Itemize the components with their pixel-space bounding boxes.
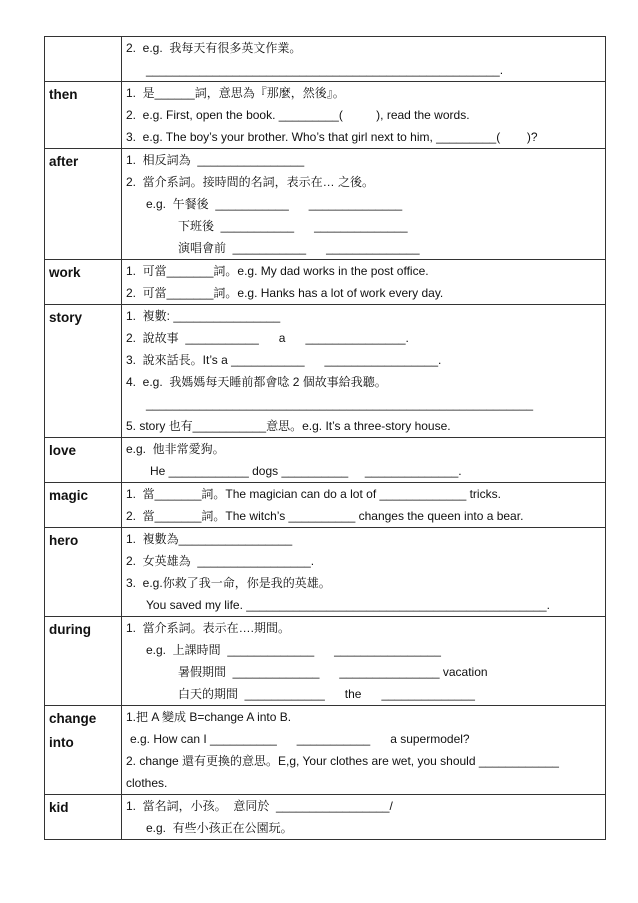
definition-line: 1.把 A 變成 B=change A into B. bbox=[126, 710, 292, 724]
definition-line: 3. 說來話長。It’s a ___________ _________________. bbox=[126, 353, 442, 367]
table-row bbox=[45, 82, 606, 149]
word-cell: hero bbox=[45, 528, 122, 617]
definition-line: 2. 當介系詞。接時間的名詞，表示在… 之後。 bbox=[126, 175, 375, 189]
definition-line: 2. e.g. 我每天有很多英文作業。 bbox=[126, 41, 302, 55]
table-row bbox=[45, 305, 606, 438]
example-line: e.g. 有些小孩正在公園玩。 bbox=[146, 821, 293, 835]
definition-cell bbox=[122, 37, 606, 82]
definition-line: 1. 相反詞為 ________________ bbox=[126, 153, 305, 167]
table-row bbox=[45, 438, 606, 483]
example-line: 下班後 ___________ ______________ bbox=[178, 219, 408, 233]
example-line: e.g. 上課時間 _____________ ________________ bbox=[146, 643, 441, 657]
definition-line: 1. 是______詞，意思為『那麼，然後』。 bbox=[126, 86, 345, 100]
word-line: into bbox=[49, 735, 74, 750]
definition-line: 5. story 也有___________意思。e.g. It’s a three-story house. bbox=[126, 419, 451, 433]
table-row bbox=[45, 483, 606, 528]
definition-cell bbox=[122, 483, 606, 528]
example-line: 暑假期間 _____________ _______________ vacation bbox=[178, 665, 488, 679]
definition-line: 2. 女英雄為 _________________. bbox=[126, 554, 315, 568]
definition-cell bbox=[122, 617, 606, 706]
definition-cell bbox=[122, 795, 606, 840]
definition-cell bbox=[122, 706, 606, 795]
example-line: e.g. How can I __________ ___________ a supermodel? bbox=[130, 732, 470, 746]
word-cell: then bbox=[45, 82, 122, 149]
example-line: e.g. 午餐後 ___________ ______________ bbox=[146, 197, 403, 211]
definition-line: 1. 複數為_________________ bbox=[126, 532, 293, 546]
example-line: He ____________ dogs __________ ______________. bbox=[150, 464, 462, 478]
definition-line: 2. change 還有更換的意思。E,g, Your clothes are wet, you should ____________ bbox=[126, 754, 559, 768]
word-cell: after bbox=[45, 149, 122, 260]
example-line: 白天的期間 ____________ the ______________ bbox=[178, 687, 475, 701]
definition-line: 4. e.g. 我媽媽每天睡前都會唸 2 個故事給我聽。 bbox=[126, 375, 387, 389]
definition-line: 2. e.g. First, open the book. _________( ), read the words. bbox=[126, 108, 470, 122]
table-row bbox=[45, 795, 606, 840]
word-cell bbox=[45, 37, 122, 82]
answer-blank-line: __________________________________________________________ bbox=[146, 397, 534, 411]
definition-line: 3. e.g.你救了我一命，你是我的英雄。 bbox=[126, 576, 331, 590]
table-row bbox=[45, 617, 606, 706]
definition-line: 2. 可當_______詞。e.g. Hanks has a lot of work every day. bbox=[126, 286, 444, 300]
definition-cell bbox=[122, 528, 606, 617]
definition-line: 2. 當_______詞。The witch’s __________ changes the queen into a bear. bbox=[126, 509, 524, 523]
table-row bbox=[45, 260, 606, 305]
definition-line: clothes. bbox=[126, 776, 168, 790]
definition-line: 2. 說故事 ___________ a _______________. bbox=[126, 331, 409, 345]
definition-cell bbox=[122, 305, 606, 438]
word-cell: magic bbox=[45, 483, 122, 528]
word-cell: during bbox=[45, 617, 122, 706]
word-cell: kid bbox=[45, 795, 122, 840]
word-cell: love bbox=[45, 438, 122, 483]
word-line: change bbox=[49, 711, 97, 726]
definition-cell bbox=[122, 260, 606, 305]
example-line: You saved my life. _____________________________________________. bbox=[146, 598, 550, 612]
table-row bbox=[45, 528, 606, 617]
word-cell: story bbox=[45, 305, 122, 438]
definition-line: 1. 當_______詞。The magician can do a lot of _____________ tricks. bbox=[126, 487, 501, 501]
definition-cell bbox=[122, 438, 606, 483]
definition-line: 1. 當名詞，小孩。 意同於 _________________/ bbox=[126, 799, 393, 813]
word-cell bbox=[45, 706, 122, 795]
vocabulary-table bbox=[44, 36, 606, 840]
table-row bbox=[45, 149, 606, 260]
definition-cell bbox=[122, 82, 606, 149]
word-cell: work bbox=[45, 260, 122, 305]
definition-line: e.g. 他非常愛狗。 bbox=[126, 442, 225, 456]
definition-line: 1. 當介系詞。表示在….期間。 bbox=[126, 621, 291, 635]
answer-blank-line: _____________________________________________________. bbox=[146, 63, 504, 77]
table-row bbox=[45, 706, 606, 795]
definition-line: 1. 複數: ________________ bbox=[126, 309, 281, 323]
table-row bbox=[45, 37, 606, 82]
definition-line: 1. 可當_______詞。e.g. My dad works in the post office. bbox=[126, 264, 429, 278]
definition-line: 3. e.g. The boy’s your brother. Who’s that girl next to him, _________( )? bbox=[126, 130, 538, 144]
definition-cell bbox=[122, 149, 606, 260]
example-line: 演唱會前 ___________ ______________ bbox=[178, 241, 420, 255]
